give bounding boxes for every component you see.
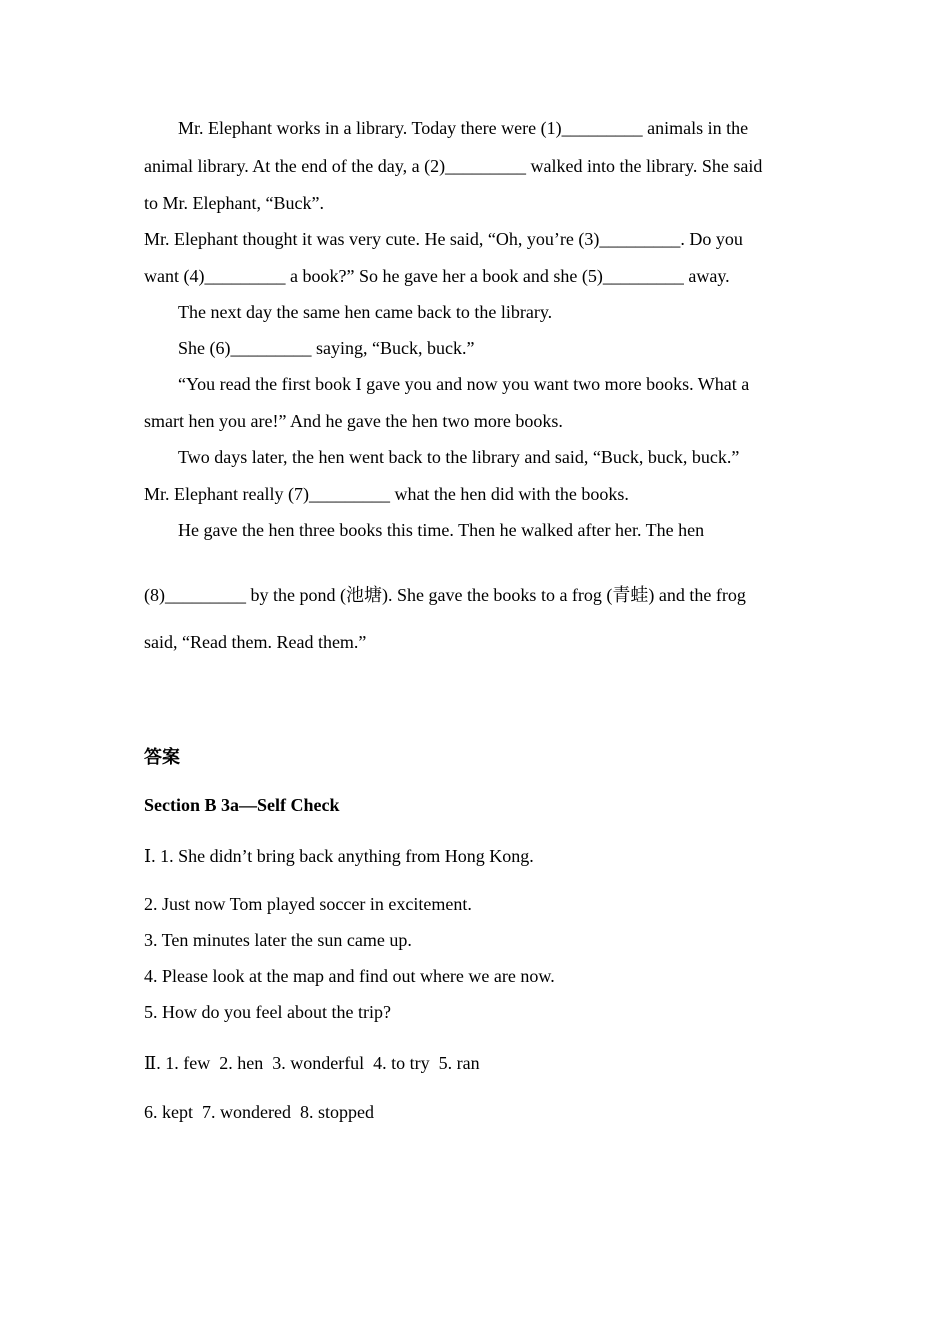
passage-line: want (4)_________ a book?” So he gave her a book and she (5)_________ away.	[144, 266, 730, 286]
passage-line: (8)_________ by the pond (池塘). She gave the books to a frog (青蛙) and the frog	[144, 585, 746, 605]
answer-line: 2. Just now Tom played soccer in excitement.	[144, 894, 472, 914]
passage-line: Mr. Elephant works in a library. Today there were (1)_________ animals in the	[178, 118, 749, 138]
section-title: Section B 3a—Self Check	[144, 795, 340, 815]
passage-line: “You read the first book I gave you and now you want two more books. What a	[178, 374, 750, 394]
passage-line: smart hen you are!” And he gave the hen two more books.	[144, 411, 563, 431]
passage-line: Mr. Elephant really (7)_________ what the hen did with the books.	[144, 484, 629, 504]
answers-heading: 答案	[144, 747, 180, 767]
passage-line: animal library. At the end of the day, a (2)_________ walked into the library. She said	[144, 156, 763, 176]
answer-line: 4. Please look at the map and find out where we are now.	[144, 966, 555, 986]
passage-line: The next day the same hen came back to the library.	[178, 302, 553, 322]
passage-line: said, “Read them. Read them.”	[144, 632, 367, 652]
answer-line: 5. How do you feel about the trip?	[144, 1002, 391, 1022]
passage-line: He gave the hen three books this time. Then he walked after her. The hen	[178, 520, 705, 540]
answer-line: Ⅰ. 1. She didn’t bring back anything from Hong Kong.	[144, 846, 534, 866]
answer-line: 6. kept 7. wondered 8. stopped	[144, 1102, 374, 1122]
passage-line: Two days later, the hen went back to the library and said, “Buck, buck, buck.”	[178, 447, 740, 467]
answer-line: Ⅱ. 1. few 2. hen 3. wonderful 4. to try 5. ran	[144, 1053, 480, 1073]
answer-line: 3. Ten minutes later the sun came up.	[144, 930, 412, 950]
passage-line: Mr. Elephant thought it was very cute. He said, “Oh, you’re (3)_________. Do you	[144, 229, 743, 249]
passage-line: She (6)_________ saying, “Buck, buck.”	[178, 338, 475, 358]
passage-line: to Mr. Elephant, “Buck”.	[144, 193, 324, 213]
